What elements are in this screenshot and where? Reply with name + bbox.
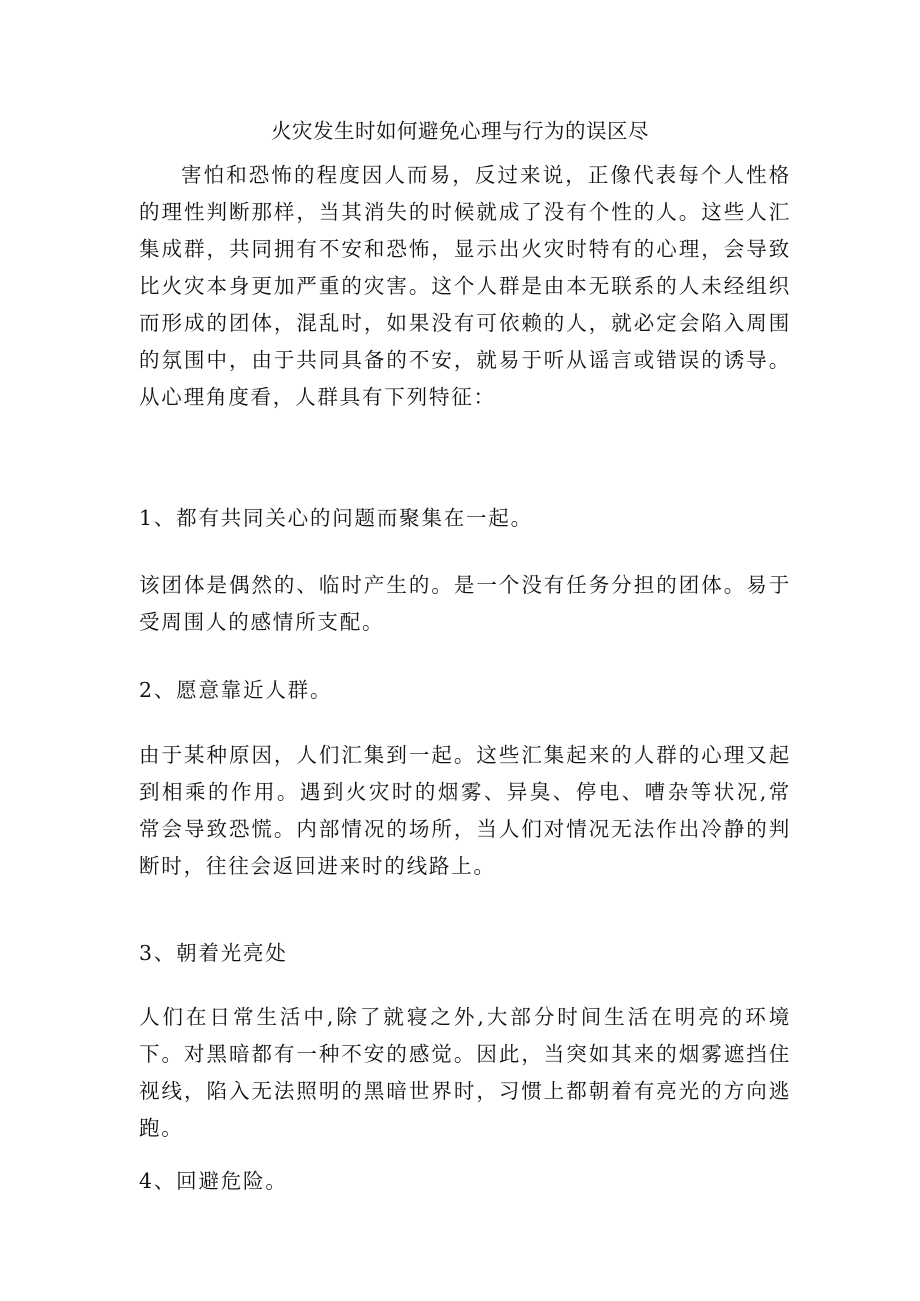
section-3-body: 人们在日常生活中,除了就寝之外,大部分时间生活在明亮的环境下。对黑暗都有一种不安的感觉。因此，当突如其来的烟雾遮挡住视线，陷入无法照明的黑暗世界时，习惯上都朝着有亮光的方向逃跑。	[139, 1005, 791, 1140]
section-3-heading: 3、朝着光亮处	[139, 941, 288, 965]
document-title: 火灾发生时如何避免心理与行为的误区尽	[271, 119, 649, 143]
section-1-heading: 1、都有共同关心的问题而聚集在一起。	[139, 506, 533, 530]
section-2-body: 由于某种原因，人们汇集到一起。这些汇集起来的人群的心理又起到相乘的作用。遇到火灾时的烟雾、异臭、停电、嘈杂等状况,常常会导致恐慌。内部情况的场所，当人们对情况无法作出冷静的判断时，往往会返回进来时的线路上。	[139, 743, 791, 878]
intro-paragraph: 害怕和恐怖的程度因人而易，反过来说，正像代表每个人性格的理性判断那样，当其消失的时候就成了没有个性的人。这些人汇集成群，共同拥有不安和恐怖，显示出火灾时特有的心理，会导致比火灾本身更加严重的灾害。这个人群是由本无联系的人未经组织而形成的团体，混乱时，如果没有可依赖的人，就必定会陷入周围的氛围中，由于共同具备的不安，就易于听从谣言或错误的诱导。从心理角度看，人群具有下列特征：	[139, 163, 791, 409]
section-1-body: 该团体是偶然的、临时产生的。是一个没有任务分担的团体。易于受周围人的感情所支配。	[139, 573, 791, 634]
section-4-heading: 4、回避危险。	[139, 1169, 288, 1193]
section-2-heading: 2、愿意靠近人群。	[139, 678, 333, 702]
